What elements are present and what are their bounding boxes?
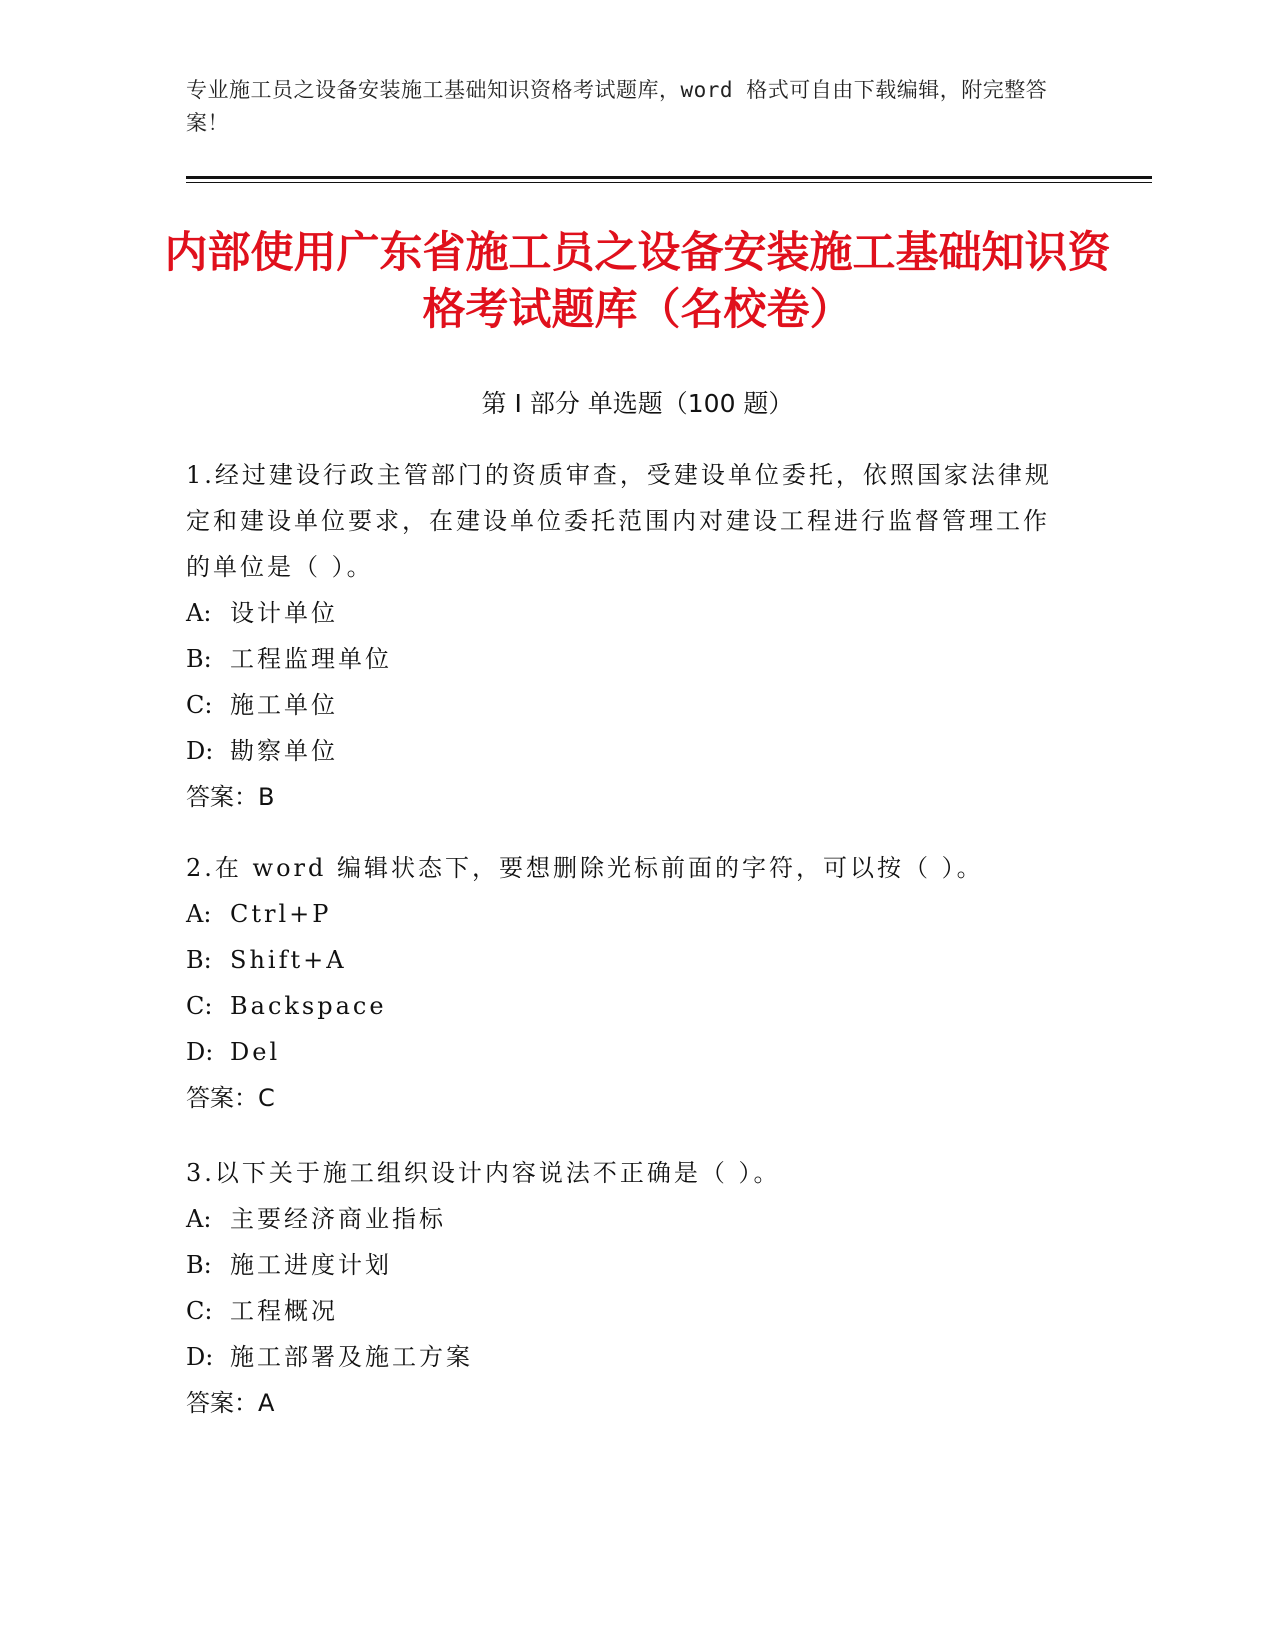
option-c [186, 682, 1066, 728]
option-text: 主要经济商业指标 [230, 1205, 446, 1233]
answer: 答案：A [186, 1389, 275, 1417]
question-stem: 1.经过建设行政主管部门的资质审查，受建设单位委托，依照国家法律规定和建设单位要求，在建设单位委托范围内对建设工程进行监督管理工作的单位是（ ）。 [186, 461, 1052, 581]
option-b [186, 937, 1066, 983]
option-letter: D: [186, 1038, 214, 1066]
option-letter: C: [186, 992, 213, 1020]
option-letter: B: [186, 946, 212, 974]
option-c [186, 1288, 1066, 1334]
option-text: 勘察单位 [230, 737, 338, 765]
option-letter: D: [186, 1343, 214, 1371]
option-c [186, 983, 1066, 1029]
option-b [186, 1242, 1066, 1288]
answer: 答案：C [186, 1084, 275, 1112]
option-text: Backspace [230, 992, 387, 1020]
option-letter: A: [186, 599, 212, 627]
option-d [186, 1029, 1066, 1075]
option-letter: B: [186, 1251, 212, 1279]
question-stem: 2.在 word 编辑状态下，要想删除光标前面的字符，可以按（ ）。 [186, 854, 984, 882]
question-1 [186, 452, 1066, 820]
header-divider-thick [186, 176, 1152, 179]
option-b [186, 636, 1066, 682]
header-divider-thin [186, 182, 1152, 183]
option-letter: D: [186, 737, 214, 765]
header-note: 专业施工员之设备安装施工基础知识资格考试题库，word 格式可自由下载编辑，附完整答案！ [186, 78, 1048, 135]
question-2 [186, 845, 1066, 1121]
option-text: Shift+A [230, 946, 347, 974]
option-text: 设计单位 [230, 599, 338, 627]
option-letter: A: [186, 900, 212, 928]
option-a [186, 1196, 1066, 1242]
option-a [186, 590, 1066, 636]
question-stem: 3.以下关于施工组织设计内容说法不正确是（ ）。 [186, 1159, 781, 1187]
option-a [186, 891, 1066, 937]
option-text: Del [230, 1038, 281, 1066]
option-text: 施工单位 [230, 691, 338, 719]
option-d [186, 1334, 1066, 1380]
option-letter: B: [186, 645, 212, 673]
option-text: 施工部署及施工方案 [230, 1343, 473, 1371]
option-letter: A: [186, 1205, 212, 1233]
option-text: 工程概况 [230, 1297, 338, 1325]
option-d [186, 728, 1066, 774]
option-letter: C: [186, 691, 213, 719]
option-letter: C: [186, 1297, 213, 1325]
option-text: Ctrl+P [230, 900, 332, 928]
option-text: 施工进度计划 [230, 1251, 392, 1279]
answer: 答案：B [186, 783, 275, 811]
question-3 [186, 1150, 1066, 1426]
document-title: 内部使用广东省施工员之设备安装施工基础知识资格考试题库（名校卷） [164, 228, 1111, 335]
option-text: 工程监理单位 [230, 645, 392, 673]
section-heading: 第 I 部分 单选题（100 题） [481, 389, 794, 418]
